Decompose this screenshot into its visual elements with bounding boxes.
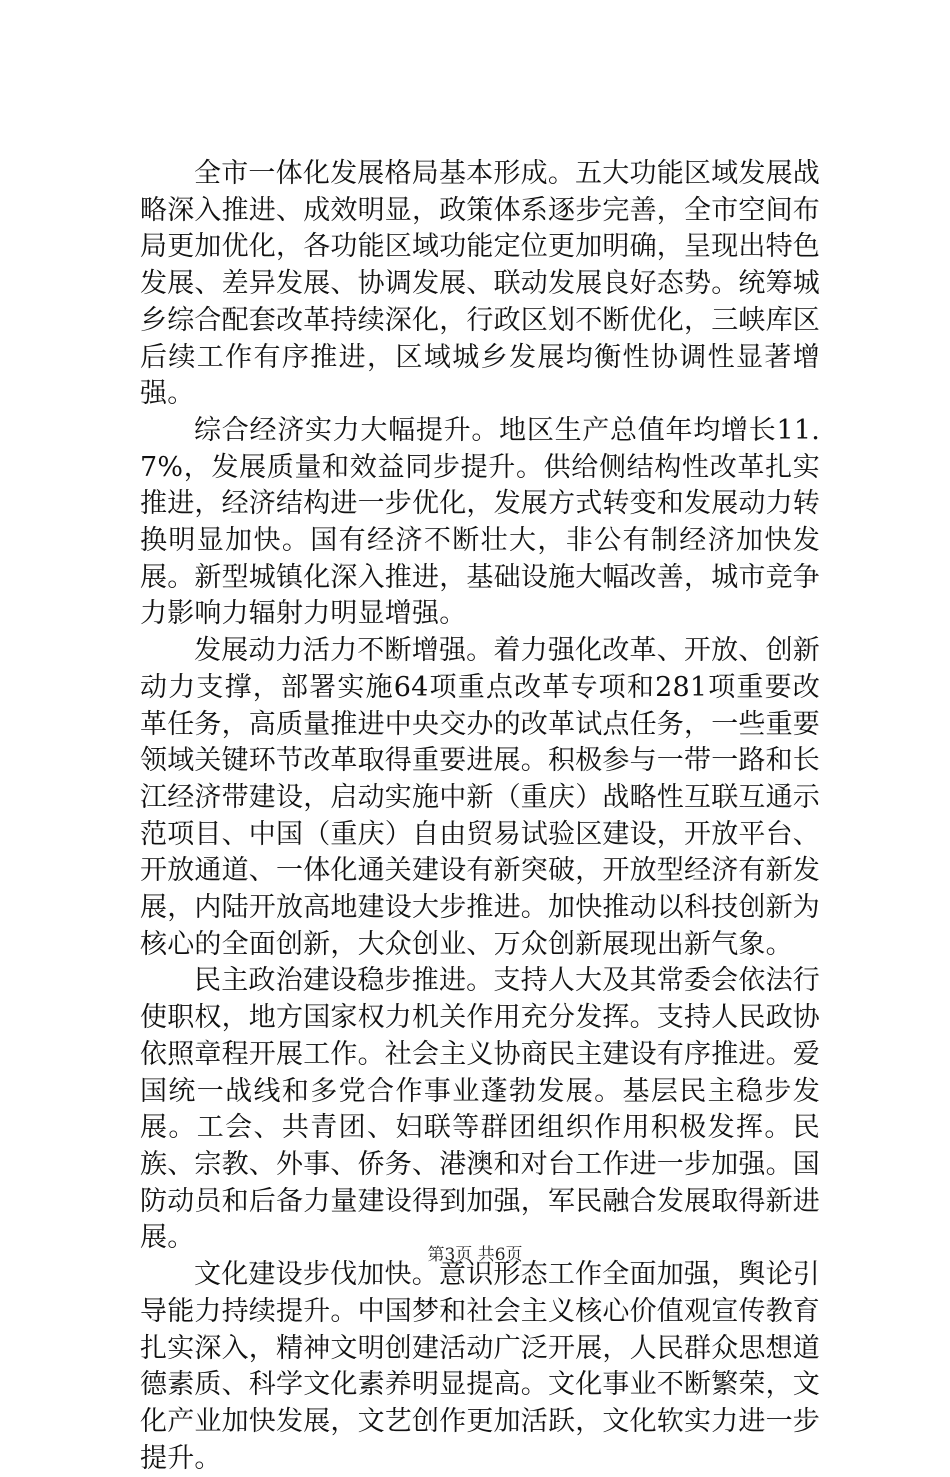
paragraph-economic-strength: 综合经济实力大幅提升。地区生产总值年均增长11.7%，发展质量和效益同步提升。供给侧结构性改革扎实推进，经济结构进一步优化，发展方式转变和发展动力转换明显加快。国有经济不断壮大，非公有制经济加快发展。新型城镇化深入推进，基础设施大幅改善，城市竞争力影响力辐射力明显增强。 — [140, 414, 820, 630]
paragraph-development-momentum: 发展动力活力不断增强。着力强化改革、开放、创新动力支撑，部署实施64项重点改革专项和281项重要改革任务，高质量推进中央交办的改革试点任务，一些重要领域关键环节改革取得重要进展。积极参与一带一路和长江经济带建设，启动实施中新（重庆）战略性互联互通示范项目、中国（重庆）自由贸易试验区建设，开放平台、开放通道、一体化通关建设有新突破，开放型经济有新发展，内陆开放高地建设大步推进。加快推动以科技创新为核心的全面创新，大众创业、万众创新展现出新气象。 — [140, 635, 820, 960]
paragraph-cultural-development: 文化建设步伐加快。意识形态工作全面加强，舆论引导能力持续提升。中国梦和社会主义核心价值观宣传教育扎实深入，精神文明创建活动广泛开展，人民群众思想道德素质、科学文化素养明显提高。文化事业不断繁荣，文化产业加快发展，文艺创作更加活跃，文化软实力进一步提升。 — [140, 1259, 820, 1474]
page-number-footer: 第3页 共6页 — [427, 1245, 523, 1265]
paragraph-democratic-politics: 民主政治建设稳步推进。支持人大及其常委会依法行使职权，地方国家权力机关作用充分发挥。支持人民政协依照章程开展工作。社会主义协商民主建设有序推进。爱国统一战线和多党合作事业蓬勃发展。基层民主稳步发展。工会、共青团、妇联等群团组织作用积极发挥。民族、宗教、外事、侨务、港澳和对台工作进一步加强。国防动员和后备力量建设得到加强，军民融合发展取得新进展。 — [140, 965, 820, 1254]
paragraph-regional-integration: 全市一体化发展格局基本形成。五大功能区域发展战略深入推进、成效明显，政策体系逐步完善，全市空间布局更加优化，各功能区域功能定位更加明确，呈现出特色发展、差异发展、协调发展、联动发展良好态势。统筹城乡综合配套改革持续深化，行政区划不断优化，三峡库区后续工作有序推进，区域城乡发展均衡性协调性显著增强。 — [140, 158, 820, 410]
document-body — [140, 156, 820, 1477]
